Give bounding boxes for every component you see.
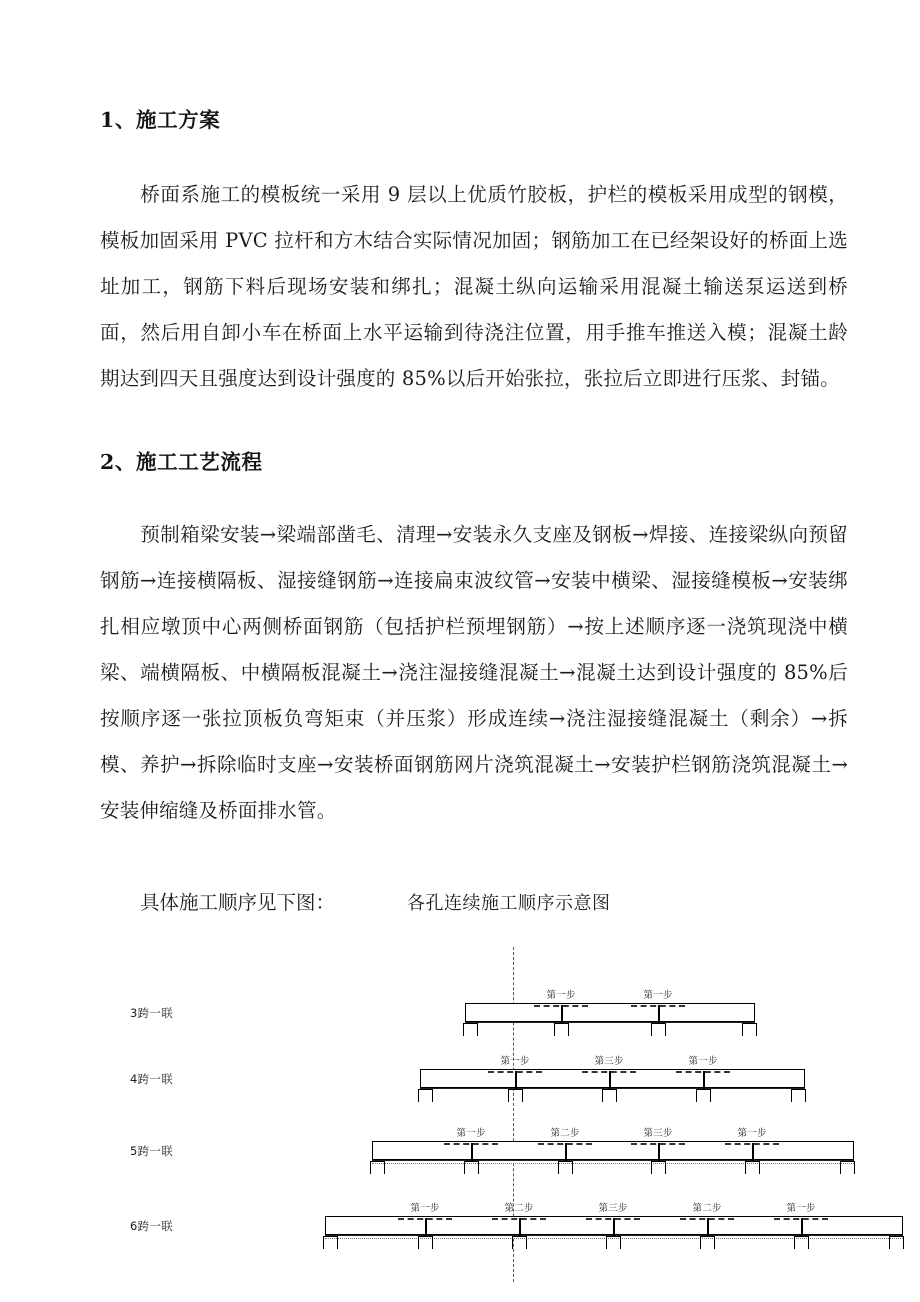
bridge-pier xyxy=(889,1236,904,1249)
bridge-pier xyxy=(418,1089,433,1102)
joint-center-stub xyxy=(425,1218,427,1236)
bearing-seat-line xyxy=(465,1022,755,1023)
bridge-pier xyxy=(700,1236,715,1249)
bridge-deck xyxy=(465,1003,755,1022)
joint-center-stub xyxy=(707,1218,709,1236)
figure-caption-row xyxy=(100,880,848,927)
bearing-seat-line xyxy=(372,1160,854,1161)
bridge-pier xyxy=(558,1161,573,1174)
bridge-pier xyxy=(651,1023,666,1036)
bridge-pier xyxy=(512,1236,527,1249)
row-span-label: 6跨一联 xyxy=(130,1219,174,1233)
bridge-pier xyxy=(791,1089,806,1102)
bridge-pier xyxy=(463,1023,478,1036)
construction-step-label: 第三步 xyxy=(594,1056,624,1067)
row-span-label: 5跨一联 xyxy=(130,1144,174,1158)
bridge-pier xyxy=(602,1089,617,1102)
construction-step-label: 第一步 xyxy=(410,1203,440,1214)
bridge-pier xyxy=(370,1161,385,1174)
construction-sequence-diagram xyxy=(100,945,920,1290)
diagram-row xyxy=(100,1041,920,1113)
construction-step-label: 第一步 xyxy=(737,1128,767,1139)
bridge-pier xyxy=(794,1236,809,1249)
section-1-heading: 1、施工方案 xyxy=(100,108,221,132)
construction-step-label: 第三步 xyxy=(598,1203,628,1214)
joint-center-stub xyxy=(658,1143,660,1161)
diagram-row xyxy=(100,975,920,1047)
bridge-pier xyxy=(745,1161,760,1174)
construction-step-label: 第二步 xyxy=(504,1203,534,1214)
construction-step-label: 第一步 xyxy=(500,1056,530,1067)
bridge-pier xyxy=(464,1161,479,1174)
bridge-pier xyxy=(606,1236,621,1249)
diagram-row xyxy=(100,1113,920,1185)
construction-step-label: 第二步 xyxy=(692,1203,722,1214)
joint-center-stub xyxy=(515,1071,517,1089)
construction-step-label: 第一步 xyxy=(643,990,673,1001)
diagram-row xyxy=(100,1188,920,1260)
joint-center-stub xyxy=(752,1143,754,1161)
section-2-heading: 2、施工工艺流程 xyxy=(100,450,263,474)
joint-center-stub xyxy=(613,1218,615,1236)
construction-step-label: 第一步 xyxy=(456,1128,486,1139)
construction-step-label: 第二步 xyxy=(550,1128,580,1139)
reference-dotted-line xyxy=(372,1163,854,1164)
joint-center-stub xyxy=(703,1071,705,1089)
construction-step-label: 第三步 xyxy=(643,1128,673,1139)
construction-step-label: 第一步 xyxy=(688,1056,718,1067)
bridge-pier xyxy=(554,1023,569,1036)
joint-center-stub xyxy=(658,1005,660,1023)
bridge-pier xyxy=(840,1161,855,1174)
joint-center-stub xyxy=(801,1218,803,1236)
construction-step-label: 第一步 xyxy=(786,1203,816,1214)
row-span-label: 4跨一联 xyxy=(130,1072,174,1086)
bridge-pier xyxy=(696,1089,711,1102)
bridge-pier xyxy=(508,1089,523,1102)
bridge-pier xyxy=(651,1161,666,1174)
section-2-body-text: 预制箱梁安装→梁端部凿毛、清理→安装永久支座及钢板→焊接、连接梁纵向预留钢筋→连接横隔板、湿接缝钢筋→连接扁束波纹管→安装中横梁、湿接缝模板→安装绑扎相应墩顶中心两侧桥面钢筋（包括护栏预埋钢筋）→按上述顺序逐一浇筑现浇中横梁、端横隔板、中横隔板混凝土→浇注湿接缝混凝土→混凝土达到设计强度的 85%后按顺序逐一张拉顶板负弯矩束（并压浆）形成连续→浇注湿接缝混凝土（剩余）→拆模、养护→拆除临时支座→安装桥面钢筋网片浇筑混凝土→安装护栏钢筋浇筑混凝土→安装伸缩缝及桥面排水管。 xyxy=(100,522,848,822)
figure-intro-text: 具体施工顺序见下图： xyxy=(140,891,336,914)
row-span-label: 3跨一联 xyxy=(130,1006,174,1020)
figure-title: 各孔连续施工顺序示意图 xyxy=(407,893,611,914)
joint-center-stub xyxy=(565,1143,567,1161)
section-1-body-text: 桥面系施工的模板统一采用 9 层以上优质竹胶板，护栏的模板采用成型的钢模，模板加固采用 PVC 拉杆和方木结合实际情况加固；钢筋加工在已经架设好的桥面上选址加工，钢筋下料后现场安装和绑扎；混凝土纵向运输采用混凝土输送泵运送到桥面，然后用自卸小车在桥面上水平运输到待浇注位置，用手推车推送入模；混凝土龄期达到四天且强度达到设计强度的 85%以后开始张拉，张拉后立即进行压浆、封锚。 xyxy=(100,182,848,390)
bridge-pier xyxy=(742,1023,757,1036)
bridge-pier xyxy=(323,1236,338,1249)
joint-center-stub xyxy=(519,1218,521,1236)
bridge-pier xyxy=(418,1236,433,1249)
section-1-paragraph xyxy=(100,172,848,402)
section-2-paragraph xyxy=(100,512,848,834)
joint-center-stub xyxy=(609,1071,611,1089)
joint-center-stub xyxy=(561,1005,563,1023)
construction-step-label: 第一步 xyxy=(546,990,576,1001)
joint-center-stub xyxy=(471,1143,473,1161)
